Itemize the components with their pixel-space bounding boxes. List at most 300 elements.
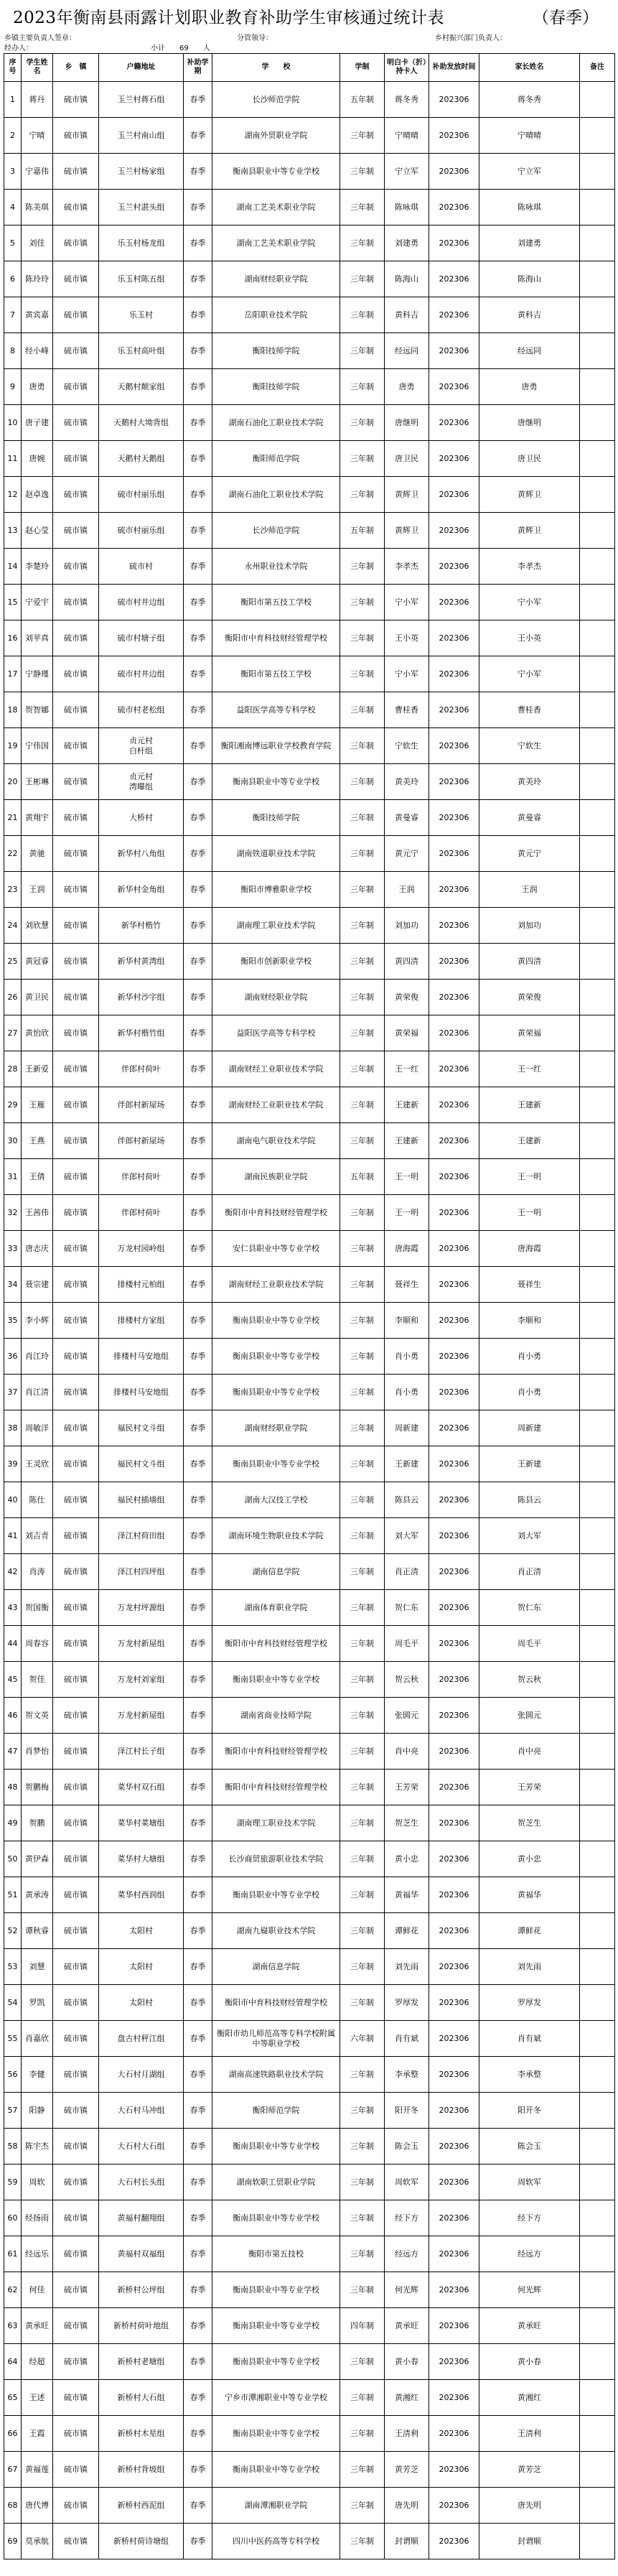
cell-term: 春季 (184, 1805, 212, 1841)
cell-parent-name: 经远同 (479, 333, 580, 369)
cell-note (580, 1805, 615, 1841)
cell-term: 春季 (184, 549, 212, 585)
cell-card-holder: 李顺和 (385, 1303, 429, 1339)
cell-school: 湖南石油化工职业技术学院 (212, 405, 340, 441)
cell-student-name: 黄翔宇 (22, 800, 53, 836)
cell-payout-time: 202306 (429, 2165, 479, 2200)
cell-years: 三年制 (340, 297, 385, 333)
cell-note (580, 82, 615, 118)
table-row (4, 2129, 615, 2165)
cell-address: 玉兰村杨家组 (99, 154, 184, 190)
cell-parent-name: 刘建勇 (479, 225, 580, 261)
table-row (4, 1841, 615, 1877)
cell-term: 春季 (184, 836, 212, 872)
cell-card-holder: 黄小忠 (385, 1841, 429, 1877)
cell-school: 衡阳市中育科技财经管理学校 (212, 620, 340, 656)
cell-parent-name: 罗厚发 (479, 1985, 580, 2021)
cell-school: 衡阳技师学院 (212, 369, 340, 405)
cell-no: 13 (4, 513, 22, 549)
cell-address: 硫市村井边组 (99, 585, 184, 620)
cell-town: 硫市镇 (53, 2452, 99, 2488)
cell-note (580, 2057, 615, 2093)
cell-student-name: 陈仕 (22, 1482, 53, 1518)
cell-years: 三年制 (340, 405, 385, 441)
cell-school: 湖南铁道职业技术学院 (212, 836, 340, 872)
handler-label: 经办人： (4, 45, 33, 52)
cell-parent-name: 黄元宁 (479, 836, 580, 872)
cell-no: 16 (4, 620, 22, 656)
cell-term: 春季 (184, 764, 212, 800)
cell-term: 春季 (184, 82, 212, 118)
cell-school: 衡南县职业中等专业学校 (212, 2452, 340, 2488)
cell-school: 衡南县职业中等专业学校 (212, 2308, 340, 2344)
cell-address: 新桥村老塘组 (99, 2344, 184, 2380)
cell-no: 2 (4, 118, 22, 154)
cell-address: 硫市村井边组 (99, 656, 184, 692)
cell-student-name: 赵心莹 (22, 513, 53, 549)
cell-student-name: 刘苹真 (22, 620, 53, 656)
cell-payout-time: 202306 (429, 980, 479, 1015)
cell-note (580, 477, 615, 513)
cell-note (580, 2524, 615, 2559)
cell-card-holder: 经远方 (385, 2236, 429, 2272)
cell-payout-time: 202306 (429, 1015, 479, 1051)
cell-note (580, 1195, 615, 1231)
cell-parent-name: 何光辉 (479, 2272, 580, 2308)
cell-note (580, 908, 615, 944)
cell-school: 衡南县职业中等专业学校 (212, 2344, 340, 2380)
cell-card-holder: 陈县云 (385, 1482, 429, 1518)
cell-note (580, 2165, 615, 2200)
cell-parent-name: 黄美玲 (479, 764, 580, 800)
cell-term: 春季 (184, 1015, 212, 1051)
cell-parent-name: 阳开冬 (479, 2093, 580, 2129)
cell-note (580, 1159, 615, 1195)
cell-student-name: 刘吉青 (22, 1518, 53, 1554)
cell-no: 32 (4, 1195, 22, 1231)
cell-school: 湖南民族职业学院 (212, 1159, 340, 1195)
cell-town: 硫市镇 (53, 728, 99, 764)
cell-address: 乐玉村高叶组 (99, 333, 184, 369)
cell-years: 三年制 (340, 1446, 385, 1482)
cell-payout-time: 202306 (429, 1339, 479, 1375)
cell-parent-name: 宁晴晴 (479, 118, 580, 154)
cell-no: 43 (4, 1590, 22, 1626)
cell-town: 硫市镇 (53, 1051, 99, 1087)
cell-no: 26 (4, 980, 22, 1015)
cell-parent-name: 黄辉卫 (479, 477, 580, 513)
table-row (4, 1877, 615, 1913)
cell-note (580, 2200, 615, 2236)
cell-term: 春季 (184, 2344, 212, 2380)
cell-card-holder: 黄辉卫 (385, 513, 429, 549)
cell-parent-name: 宁软生 (479, 728, 580, 764)
cell-card-holder: 唐勇 (385, 369, 429, 405)
cell-years: 三年制 (340, 1051, 385, 1087)
department-head-label: 乡村振兴部门负责人： (435, 34, 507, 42)
cell-payout-time: 202306 (429, 944, 479, 980)
cell-school: 湖南环境生物职业技术学院 (212, 1518, 340, 1554)
cell-town: 硫市镇 (53, 1949, 99, 1985)
cell-card-holder: 黄荣俊 (385, 980, 429, 1015)
cell-student-name: 王新爱 (22, 1051, 53, 1087)
cell-years: 三年制 (340, 944, 385, 980)
cell-note (580, 549, 615, 585)
cell-no: 61 (4, 2236, 22, 2272)
cell-town: 硫市镇 (53, 1410, 99, 1446)
col-header-school: 学 校 (212, 54, 340, 82)
cell-payout-time: 202306 (429, 441, 479, 477)
cell-student-name: 肖涛 (22, 1554, 53, 1590)
cell-years: 三年制 (340, 2380, 385, 2416)
cell-parent-name: 李承整 (479, 2057, 580, 2093)
col-header-parent-name: 家长姓名 (479, 54, 580, 82)
cell-parent-name: 李顺和 (479, 1303, 580, 1339)
cell-term: 春季 (184, 1231, 212, 1267)
cell-term: 春季 (184, 1051, 212, 1087)
cell-no: 67 (4, 2452, 22, 2488)
cell-no: 50 (4, 1841, 22, 1877)
cell-student-name: 王述 (22, 2380, 53, 2416)
cell-no: 63 (4, 2308, 22, 2344)
cell-card-holder: 贺云秋 (385, 1662, 429, 1698)
cell-years: 三年制 (340, 2165, 385, 2200)
cell-no: 24 (4, 908, 22, 944)
cell-student-name: 黄伊森 (22, 1841, 53, 1877)
cell-no: 14 (4, 549, 22, 585)
cell-card-holder: 王一红 (385, 1051, 429, 1087)
cell-school: 湖南信息学院 (212, 1554, 340, 1590)
col-header-card-holder: 明白卡（折）持卡人 (385, 54, 429, 82)
cell-years: 三年制 (340, 2200, 385, 2236)
table-row (4, 549, 615, 585)
cell-card-holder: 陈海山 (385, 261, 429, 297)
cell-parent-name: 王一红 (479, 1051, 580, 1087)
cell-school: 湖南软职工贸职业学院 (212, 2165, 340, 2200)
cell-term: 春季 (184, 441, 212, 477)
cell-no: 35 (4, 1303, 22, 1339)
table-row (4, 1195, 615, 1231)
cell-school: 湖南体育职业学院 (212, 1590, 340, 1626)
cell-note (580, 836, 615, 872)
table-row (4, 118, 615, 154)
cell-town: 硫市镇 (53, 2488, 99, 2524)
cell-payout-time: 202306 (429, 190, 479, 225)
cell-payout-time: 202306 (429, 154, 479, 190)
cell-school: 湖南财经工业职业技术学院 (212, 1051, 340, 1087)
cell-no: 48 (4, 1770, 22, 1805)
cell-address: 伴郎村荷叶 (99, 1051, 184, 1087)
cell-note (580, 1913, 615, 1949)
table-row (4, 1662, 615, 1698)
cell-student-name: 黄怡欣 (22, 1015, 53, 1051)
cell-card-holder: 经远同 (385, 333, 429, 369)
cell-town: 硫市镇 (53, 154, 99, 190)
cell-parent-name: 周新建 (479, 1410, 580, 1446)
cell-card-holder: 宁小军 (385, 585, 429, 620)
cell-town: 硫市镇 (53, 2200, 99, 2236)
cell-address: 万龙村刘家组 (99, 1662, 184, 1698)
cell-address: 太阳村 (99, 1913, 184, 1949)
table-row (4, 2236, 615, 2272)
cell-payout-time: 202306 (429, 2129, 479, 2165)
cell-town: 硫市镇 (53, 2165, 99, 2200)
cell-term: 春季 (184, 154, 212, 190)
cell-student-name: 李健 (22, 2057, 53, 2093)
cell-card-holder: 黄美玲 (385, 764, 429, 800)
cell-address: 新桥村公坪组 (99, 2272, 184, 2308)
cell-term: 春季 (184, 1877, 212, 1913)
cell-student-name: 贺鹏梅 (22, 1770, 53, 1805)
cell-term: 春季 (184, 2380, 212, 2416)
cell-school: 衡南县职业中等专业学校 (212, 1375, 340, 1410)
cell-school: 衡阳市第五技校 (212, 2236, 340, 2272)
cell-term: 春季 (184, 261, 212, 297)
cell-years: 三年制 (340, 2129, 385, 2165)
cell-note (580, 1554, 615, 1590)
cell-no: 55 (4, 2021, 22, 2057)
cell-payout-time: 202306 (429, 1482, 479, 1518)
table-row (4, 2200, 615, 2236)
cell-card-holder: 王润 (385, 872, 429, 908)
cell-school: 湖南工艺美术职业学院 (212, 190, 340, 225)
cell-no: 12 (4, 477, 22, 513)
cell-address: 伴郎村新屋场 (99, 1123, 184, 1159)
table-row (4, 2093, 615, 2129)
cell-note (580, 1734, 615, 1770)
cell-years: 三年制 (340, 585, 385, 620)
cell-parent-name: 唐先明 (479, 2488, 580, 2524)
cell-no: 57 (4, 2093, 22, 2129)
cell-payout-time: 202306 (429, 656, 479, 692)
cell-payout-time: 202306 (429, 297, 479, 333)
cell-town: 硫市镇 (53, 118, 99, 154)
cell-student-name: 肖江清 (22, 1375, 53, 1410)
cell-years: 三年制 (340, 836, 385, 872)
col-header-payout-time: 补助发放时间 (429, 54, 479, 82)
cell-parent-name: 陈县云 (479, 1482, 580, 1518)
cell-no: 51 (4, 1877, 22, 1913)
col-header-address: 户籍地址 (99, 54, 184, 82)
cell-student-name: 宁嘉伟 (22, 154, 53, 190)
cell-years: 三年制 (340, 656, 385, 692)
cell-no: 39 (4, 1446, 22, 1482)
cell-parent-name: 黄湘红 (479, 2380, 580, 2416)
cell-note (580, 1231, 615, 1267)
cell-no: 28 (4, 1051, 22, 1087)
cell-address: 大石村长头组 (99, 2165, 184, 2200)
table-row (4, 800, 615, 836)
cell-years: 三年制 (340, 2057, 385, 2093)
cell-note (580, 225, 615, 261)
cell-term: 春季 (184, 405, 212, 441)
cell-note (580, 1626, 615, 1662)
cell-payout-time: 202306 (429, 2452, 479, 2488)
cell-note (580, 1590, 615, 1626)
cell-payout-time: 202306 (429, 1446, 479, 1482)
cell-school: 湖南财经职业学院 (212, 980, 340, 1015)
cell-no: 23 (4, 872, 22, 908)
cell-parent-name: 王芳荣 (479, 1770, 580, 1805)
cell-parent-name: 王一明 (479, 1195, 580, 1231)
cell-address: 乐玉村陈五组 (99, 261, 184, 297)
cell-town: 硫市镇 (53, 800, 99, 836)
table-body (4, 82, 615, 2559)
cell-term: 春季 (184, 692, 212, 728)
cell-card-holder: 黄小春 (385, 2344, 429, 2380)
cell-payout-time: 202306 (429, 477, 479, 513)
cell-years: 三年制 (340, 333, 385, 369)
cell-card-holder: 唐先明 (385, 2488, 429, 2524)
table-row (4, 620, 615, 656)
cell-years: 三年制 (340, 1195, 385, 1231)
cell-note (580, 1375, 615, 1410)
table-row (4, 225, 615, 261)
cell-school: 长沙师范学院 (212, 82, 340, 118)
cell-town: 硫市镇 (53, 2093, 99, 2129)
cell-payout-time: 202306 (429, 1698, 479, 1734)
cell-years: 三年制 (340, 190, 385, 225)
cell-card-holder: 陈会玉 (385, 2129, 429, 2165)
cell-card-holder: 刘建勇 (385, 225, 429, 261)
col-header-term: 补助学期 (184, 54, 212, 82)
cell-years: 三年制 (340, 1015, 385, 1051)
cell-address: 天鹅村颠家组 (99, 369, 184, 405)
cell-town: 硫市镇 (53, 836, 99, 872)
cell-years: 三年制 (340, 118, 385, 154)
cell-school: 湖南理工职业技术学院 (212, 908, 340, 944)
cell-town: 硫市镇 (53, 2129, 99, 2165)
cell-card-holder: 王新建 (385, 1446, 429, 1482)
cell-payout-time: 202306 (429, 620, 479, 656)
cell-student-name: 陈宇杰 (22, 2129, 53, 2165)
cell-term: 春季 (184, 1949, 212, 1985)
cell-note (580, 980, 615, 1015)
cell-years: 三年制 (340, 1267, 385, 1303)
cell-no: 17 (4, 656, 22, 692)
cell-no: 38 (4, 1410, 22, 1446)
cell-note (580, 369, 615, 405)
cell-card-holder: 王建新 (385, 1087, 429, 1123)
cell-term: 春季 (184, 1698, 212, 1734)
cell-card-holder: 贺仁东 (385, 1590, 429, 1626)
cell-school: 岳阳职业技术学院 (212, 297, 340, 333)
cell-address: 新华村沙字组 (99, 980, 184, 1015)
cell-note (580, 2272, 615, 2308)
table-row (4, 513, 615, 549)
cell-town: 硫市镇 (53, 333, 99, 369)
cell-payout-time: 202306 (429, 1949, 479, 1985)
cell-student-name: 周春容 (22, 1626, 53, 1662)
cell-address: 贞元村 湾曝组 (99, 764, 184, 800)
cell-parent-name: 陈咏琪 (479, 190, 580, 225)
cell-school: 衡南县职业中等专业学校 (212, 2129, 340, 2165)
cell-payout-time: 202306 (429, 261, 479, 297)
cell-school: 湖南信息学院 (212, 1949, 340, 1985)
cell-school: 安仁县职业中等专业学校 (212, 1231, 340, 1267)
cell-term: 春季 (184, 1159, 212, 1195)
cell-address: 伴郎村新屋场 (99, 1087, 184, 1123)
cell-term: 春季 (184, 1195, 212, 1231)
table-header-row (4, 54, 615, 82)
cell-payout-time: 202306 (429, 2416, 479, 2452)
cell-card-holder: 聂祥生 (385, 1267, 429, 1303)
cell-address: 排楼村马安地组 (99, 1375, 184, 1410)
cell-student-name: 肖嘉欣 (22, 2021, 53, 2057)
table-row (4, 1590, 615, 1626)
cell-town: 硫市镇 (53, 1339, 99, 1375)
cell-note (580, 585, 615, 620)
cell-card-holder: 贺芝生 (385, 1805, 429, 1841)
cell-note (580, 1518, 615, 1554)
cell-card-holder: 肖小勇 (385, 1339, 429, 1375)
cell-town: 硫市镇 (53, 549, 99, 585)
table-row (4, 944, 615, 980)
cell-term: 春季 (184, 1267, 212, 1303)
cell-payout-time: 202306 (429, 82, 479, 118)
cell-parent-name: 宁小军 (479, 656, 580, 692)
cell-address: 黄福村翻翔组 (99, 2200, 184, 2236)
table-row (4, 1446, 615, 1482)
cell-address: 盘古村秤江组 (99, 2021, 184, 2057)
cell-parent-name: 黄曼睿 (479, 800, 580, 836)
table-row (4, 1123, 615, 1159)
cell-term: 春季 (184, 1554, 212, 1590)
cell-payout-time: 202306 (429, 585, 479, 620)
cell-student-name: 王灵欣 (22, 1446, 53, 1482)
table-row (4, 2524, 615, 2559)
cell-parent-name: 黄小忠 (479, 1841, 580, 1877)
cell-parent-name: 黄四清 (479, 944, 580, 980)
cell-note (580, 656, 615, 692)
cell-note (580, 2308, 615, 2344)
cell-payout-time: 202306 (429, 1051, 479, 1087)
cell-student-name: 刘欣慧 (22, 908, 53, 944)
cell-no: 46 (4, 1698, 22, 1734)
cell-parent-name: 刘大军 (479, 1518, 580, 1554)
cell-note (580, 1087, 615, 1123)
cell-parent-name: 王小英 (479, 620, 580, 656)
cell-note (580, 297, 615, 333)
cell-town: 硫市镇 (53, 297, 99, 333)
cell-term: 春季 (184, 944, 212, 980)
cell-school: 湖南外贸职业学院 (212, 118, 340, 154)
cell-parent-name: 黄科吉 (479, 297, 580, 333)
cell-note (580, 190, 615, 225)
cell-town: 硫市镇 (53, 477, 99, 513)
cell-school: 衡阳市创新职业学校 (212, 944, 340, 980)
cell-address: 大石村月湖组 (99, 2057, 184, 2093)
cell-school: 湖南财经工业职业技术学院 (212, 1087, 340, 1123)
cell-school: 衡南县职业中等专业学校 (212, 2272, 340, 2308)
cell-parent-name: 张圆元 (479, 1698, 580, 1734)
cell-parent-name: 贺云秋 (479, 1662, 580, 1698)
cell-payout-time: 202306 (429, 872, 479, 908)
cell-note (580, 1303, 615, 1339)
cell-payout-time: 202306 (429, 764, 479, 800)
cell-payout-time: 202306 (429, 1985, 479, 2021)
cell-student-name: 王燕 (22, 1123, 53, 1159)
cell-note (580, 1949, 615, 1985)
cell-parent-name: 黄芳芝 (479, 2452, 580, 2488)
cell-card-holder: 唐海霞 (385, 1231, 429, 1267)
cell-no: 20 (4, 764, 22, 800)
cell-term: 春季 (184, 1339, 212, 1375)
cell-payout-time: 202306 (429, 405, 479, 441)
cell-address: 万龙村园岭组 (99, 1231, 184, 1267)
cell-years: 三年制 (340, 764, 385, 800)
cell-term: 春季 (184, 225, 212, 261)
